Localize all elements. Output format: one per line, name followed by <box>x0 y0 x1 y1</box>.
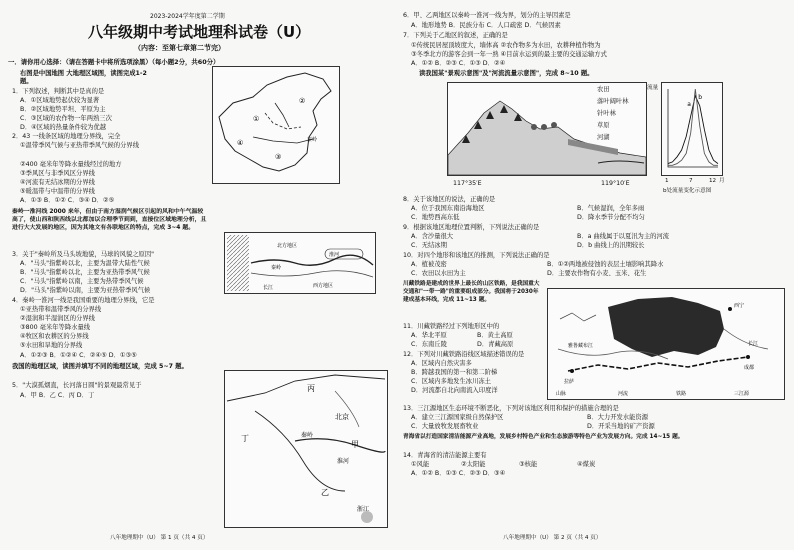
map2-label-north: 北方地区 <box>277 243 298 249</box>
legend-conifer: 针叶林 <box>597 110 616 117</box>
tick-12: 12 <box>709 178 717 184</box>
q12-stem: 12．下列对川藏铁路沿线区域描述错误的是 <box>403 351 525 358</box>
chart-ylabel: 流量 <box>647 85 659 91</box>
map1-label-2: ② <box>299 97 306 105</box>
internal-divide <box>275 103 289 127</box>
region-border-north <box>227 375 385 401</box>
exam-title: 八年级期中考试地理科试卷（U） <box>88 23 311 41</box>
q9-stem: 9．根据该地区地理位置判断，下列说法正确的是 <box>403 224 540 231</box>
q9-option-c[interactable]: C．无结冰期 <box>411 242 447 249</box>
legend-farmland: 农田 <box>597 86 610 93</box>
map2-label-changjiang: 长江 <box>263 285 274 291</box>
q1-option-d[interactable]: D．④区域的热量条件较为优越 <box>20 124 107 131</box>
yangtze-river <box>724 329 768 349</box>
map2-label-qinling: 秦岭 <box>271 265 282 271</box>
lhasa-marker <box>570 369 574 373</box>
q2-stem: 2．43 一线条区域的地理分界线，完全 <box>12 133 121 140</box>
region-border-mid <box>255 411 345 491</box>
map3-label-beijing: 北京 <box>335 413 349 421</box>
flow-chart <box>661 82 723 176</box>
q3-option-b[interactable]: B．"马头"指紫岭以北，主要为亚热带季风气候 <box>20 269 150 276</box>
q8-stem: 8．关于该地区的说法，正确的是 <box>403 196 496 203</box>
exam-page-right <box>397 0 794 550</box>
map3-label-qinling: 秦岭 <box>301 432 314 439</box>
q3-option-d[interactable]: D．"马头"指紫岭以南，主要为亚热带季风气候 <box>20 287 151 294</box>
qinling-huaihe-line <box>253 137 313 143</box>
q14-item-1: ①风能 <box>411 461 430 468</box>
landscape-svg <box>448 83 646 175</box>
map-legend-sanjiangyuan: 三江源 <box>734 391 750 397</box>
map-legend-river: 河流 <box>618 391 629 397</box>
series-line-a <box>668 96 718 164</box>
map3-label-bing: 丙 <box>307 384 315 393</box>
right-footer: 八年地理期中（U） 第 2 页（共 4 页） <box>503 535 602 541</box>
intro-14-15: 青海省以打造国家清洁能源产业高地，发展乡村特色产业和生态旅游等特色产业为发展方向。完成 14~15 题。 <box>403 434 684 440</box>
label-chengdu: 成都 <box>744 365 755 371</box>
label-yangtze: 长江 <box>748 341 759 347</box>
tick-1: 1 <box>665 178 669 184</box>
xining-marker <box>728 307 732 311</box>
map1-label-4: ④ <box>237 139 244 147</box>
flow-chart-caption: b处流量变化示意图 <box>663 188 712 194</box>
q10-option-b[interactable]: B．①②两地被侵蚀的表层土壤影响其降水 <box>547 261 664 268</box>
series-label-b: b <box>698 94 703 101</box>
q4-item-4: ④牧区和农耕区的分界线 <box>20 333 89 340</box>
broadleaf-tree-1 <box>531 124 537 130</box>
q8-option-b[interactable]: B．气候湿润，全年多雨 <box>577 205 645 212</box>
chart-axes <box>668 89 718 167</box>
q4-options[interactable]: A．①②③ B．①②④ C．②④⑤ D．①③⑤ <box>20 352 137 359</box>
terrain-profile <box>448 101 646 175</box>
q12-option-d[interactable]: D．河流都自北向南流入印度洋 <box>411 387 498 394</box>
sanjiangyuan-area <box>608 297 724 357</box>
q4-stem: 4．秦岭一淮河一线是我国重要的地理分界线，它是 <box>12 297 155 304</box>
q8-option-c[interactable]: C．地势西高东低 <box>411 214 460 221</box>
q7-options[interactable]: A．①② B．②③ C．①③ D．②④ <box>411 60 506 67</box>
q6-stem: 6．甲、乙两地区以秦岭一淮河一线为界，划分的主导因素是 <box>403 12 571 19</box>
hatched-area <box>227 235 249 291</box>
q6-options[interactable]: A．地形地势 B．民族分布 C．人口疏密 D．气候因素 <box>411 22 561 29</box>
map3-label-huaihe: 淮河 <box>337 458 350 465</box>
four-region-svg <box>225 371 387 527</box>
q3-option-c[interactable]: C．"马头"指紫岭以南，主要为热带季风气候 <box>20 278 144 285</box>
series-label-a: a <box>687 100 691 108</box>
map2-label-west: 西方地区 <box>313 283 334 289</box>
q3-stem: 3．关于"秦岭所及马头坡地貌，马球的风貌之原因" <box>12 251 155 258</box>
chengdu-marker <box>746 355 750 359</box>
map3-label-yi: 乙 <box>321 488 329 497</box>
q1-option-c[interactable]: C．③区域的农作物一年两熟三次 <box>20 115 112 122</box>
map1-label-3: ③ <box>275 153 282 161</box>
q2-item-5: ⑤暖温带与中温带的分界线 <box>20 188 95 195</box>
railway-map-svg <box>548 289 784 399</box>
q2-item-1: ①温带季风气候与亚热带季风气候的分界线 <box>20 142 139 149</box>
q7-stem: 7．下列关于乙地区的叙述，正确的是 <box>403 32 508 39</box>
section-heading: 一．请你用心选择：（请在答题卡中将所选项涂黑）（每小题2分，共60分） <box>8 58 220 66</box>
map-legend-mountain: 山脉 <box>556 391 567 397</box>
railway-map <box>547 288 785 400</box>
river-line <box>335 391 359 427</box>
boundary-map-svg <box>225 233 375 293</box>
map1-line-label: 秦岭 <box>307 137 318 143</box>
four-region-map <box>224 370 388 528</box>
q1-option-b[interactable]: B．②区域地势平坦、平原为主 <box>20 106 106 113</box>
q4-item-2: ②湿润和半湿润区的分界线 <box>20 315 95 322</box>
q4-item-3: ③800 毫米年等降水量线 <box>20 324 91 331</box>
q14-item-2: ②太阳能 <box>461 461 486 468</box>
landscape-diagram <box>447 82 647 176</box>
map1-label-1: ① <box>253 115 260 123</box>
q5-options[interactable]: A．甲 B．乙 C．丙 D．丁 <box>20 392 95 399</box>
china-region-map <box>212 66 340 184</box>
intro-11-13: 川藏铁路是建成的世界上最长的山区铁路，是我国重大交通和"一带一路"的重要组成部分。我国将于2030年建成基本环线，完成 11~13 题。 <box>403 281 540 303</box>
changjiang-river <box>251 271 373 277</box>
q14-item-4: ④煤炭 <box>577 461 596 468</box>
boundary-map <box>224 232 376 294</box>
china-outline-svg <box>213 67 339 183</box>
legend-river: 河湖 <box>597 134 610 141</box>
q12-option-b[interactable]: B．跨越我国的第一和第二阶梯 <box>411 369 498 376</box>
q13-option-a[interactable]: A．建立三江源国家级自然保护区 <box>411 414 504 421</box>
q13-option-c[interactable]: C．大量放牧发展畜牧业 <box>411 423 479 430</box>
q8-option-a[interactable]: A．位于我国东南沿海地区 <box>411 205 485 212</box>
q11-option-d[interactable]: D．青藏高原 <box>477 341 514 348</box>
exam-scope: （内容：至第七章第二节完） <box>134 44 225 52</box>
broadleaf-tree-3 <box>551 122 557 128</box>
q14-options[interactable]: A．①② B．①③ C．②③ D．③④ <box>411 470 506 477</box>
map-legend-railway: 铁路 <box>676 391 687 397</box>
q2-item-3: ③季风区与非季风区分界线 <box>20 170 95 177</box>
map3-label-zhejiang: 浙江 <box>357 506 370 513</box>
q10-stem: 10．对四个地形和该地区的推测，下列说法正确的是 <box>403 252 550 259</box>
qinling-huaihe-boundary <box>295 439 385 452</box>
intro-5-7: 我国的地理区域，读图并填写不同的地理区域，完成 5~7 题。 <box>12 363 188 370</box>
tick-7: 7 <box>689 178 693 184</box>
school-year: 2023-2024学年度第二学期 <box>150 13 225 20</box>
flow-chart-svg <box>662 83 722 175</box>
legend-deciduous: 落叶阔叶林 <box>597 98 629 105</box>
q9-option-b[interactable]: B．a 曲线属于以夏汛为主的河流 <box>577 233 670 240</box>
q5-stem: 5．"大漠孤烟直，长河落日圆"的景观最常见于 <box>12 382 142 389</box>
mountain-range <box>560 313 596 321</box>
q10-option-c[interactable]: C．农田以水田为主 <box>411 270 466 277</box>
q10-option-d[interactable]: D．主要农作物有小麦、玉米、花生 <box>547 270 647 277</box>
q2-options[interactable]: A．①③ B．①② C．③④ D．②⑤ <box>20 197 115 204</box>
q13-option-d[interactable]: D．开采当地的矿产资源 <box>587 423 655 430</box>
intro-1-2b: 题。 <box>20 78 33 85</box>
q12-option-c[interactable]: C．区域内多地发生冰川冻土 <box>411 378 491 385</box>
q12-option-a[interactable]: A．区域内自然灾害多 <box>411 360 472 367</box>
q11-option-a[interactable]: A．华北平原 <box>411 332 447 339</box>
q7-item-2: ③冬季北方的游客会到一年一熟 ④目前水运到的最主要的交通运输方式 <box>411 51 607 58</box>
longitude-left: 117°35′E <box>453 180 482 187</box>
longitude-right: 119°10′E <box>601 180 630 187</box>
q13-stem: 13．三江源地区生态环境不断恶化，下列对该地区利用和保护的措施合理的是 <box>403 405 619 412</box>
q1-stem: 1．下列叙述，判断其中是真的是 <box>12 88 105 95</box>
intro-1-2: 右图是中国地图 大地理区域图，读图完成1-2 <box>20 70 147 77</box>
intro-8-10: 读我国某"景观示意图"及"河流流量示意图"，完成 8~10 题。 <box>419 70 594 77</box>
q4-item-1: ①亚热带和温带季风的分界线 <box>20 306 102 313</box>
q10-option-a[interactable]: A．植被茂密 <box>411 261 447 268</box>
label-lhasa: 拉萨 <box>564 379 575 385</box>
legend-grassland: 草原 <box>597 122 610 129</box>
railway-line <box>568 357 748 371</box>
q3-option-a[interactable]: A．"马头"指紫岭以北，主要为温带大陆性气候 <box>20 260 150 267</box>
q13-option-b[interactable]: B．大力开发水能资源 <box>587 414 648 421</box>
q11-stem: 11．川藏铁路经过下列地形区中的 <box>403 323 500 330</box>
q14-item-3: ③核能 <box>519 461 538 468</box>
intro-3-4: 秦岭一淮河线 2000 来年，但由于南方湿润气候区引起的风和中午气温较高了，使山西和陕西线以北都加以合理季节到到，直接位区域地理分析，且进行大大发展的地区，因为其地文有各联地区的特点，完成 3~4 题。 <box>12 209 207 231</box>
q11-option-c[interactable]: C．东南丘陵 <box>411 341 447 348</box>
q4-item-5: ⑤水田和旱地的分界线 <box>20 342 83 349</box>
label-yarlung: 雅鲁藏布江 <box>568 343 594 349</box>
label-xining: 西宁 <box>734 303 745 309</box>
q2-item-4: ④河流有无结冰期的分界线 <box>20 179 95 186</box>
q9-option-d[interactable]: D．b 曲线上的汛期较长 <box>577 242 645 249</box>
chart-xlabel: 月 <box>719 178 725 184</box>
map3-label-ding: 丁 <box>241 434 249 443</box>
map3-label-jia: 甲 <box>351 440 359 449</box>
left-footer: 八年地理期中（U） 第 1 页（共 4 页） <box>110 535 209 541</box>
q2-item-2: ②400 毫米年等降水量线经过的地方 <box>20 161 122 168</box>
q14-stem: 14．青海省的清洁能源主要有 <box>403 452 487 459</box>
q9-option-a[interactable]: A．含沙量很大 <box>411 233 454 240</box>
q8-option-d[interactable]: D．降水季节分配不均匀 <box>577 214 645 221</box>
map2-label-huaihe: 淮河 <box>329 252 340 258</box>
q1-option-a[interactable]: A．①区域地势起伏较为显著 <box>20 97 100 104</box>
qinling-ridge <box>251 255 373 265</box>
q7-item-1: ①传统民居屋顶坡度大，墙体高 ②农作物多为水田，农耕种植作物为 <box>411 42 601 49</box>
broadleaf-tree-2 <box>541 124 547 130</box>
q11-option-b[interactable]: B．黄土高原 <box>477 332 513 339</box>
